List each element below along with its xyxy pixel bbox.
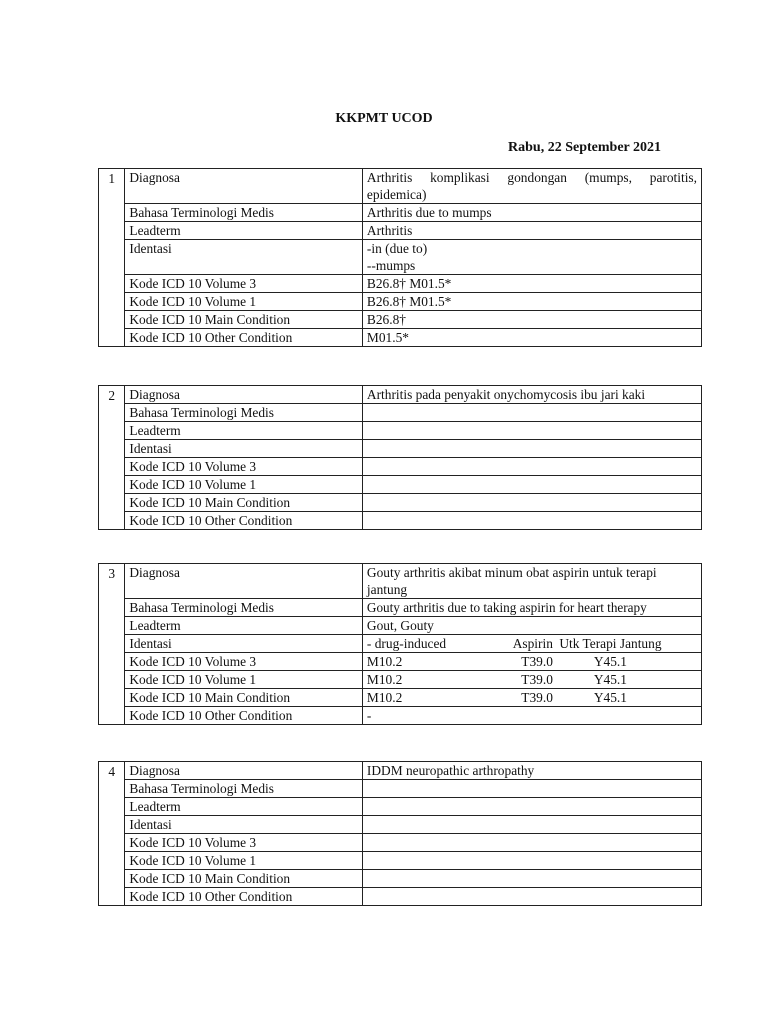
row-label-main-condition: Kode ICD 10 Main Condition (125, 689, 363, 707)
main-condition-value: B26.8† (362, 311, 701, 329)
volume1-value: B26.8† M01.5* (362, 293, 701, 311)
table-row (99, 404, 702, 422)
main-condition-value (362, 689, 701, 707)
table-row (99, 834, 702, 852)
table-row (99, 707, 702, 725)
table-row (99, 762, 702, 780)
table-row (99, 204, 702, 222)
table-row (99, 689, 702, 707)
case-number: 1 (99, 169, 125, 347)
volume1-value (362, 671, 701, 689)
row-label-leadterm: Leadterm (125, 422, 363, 440)
row-label-diagnosa: Diagnosa (125, 169, 363, 204)
main-condition-value (362, 494, 701, 512)
volume3-value (362, 834, 701, 852)
volume3-value (362, 458, 701, 476)
table-row (99, 275, 702, 293)
other-condition-value: M01.5* (362, 329, 701, 347)
table-row (99, 798, 702, 816)
table-row (99, 494, 702, 512)
identasi-col-3: Utk Terapi Jantung (559, 636, 662, 651)
identasi-value (362, 240, 701, 275)
table-row (99, 671, 702, 689)
table-row (99, 240, 702, 275)
row-label-terminologi: Bahasa Terminologi Medis (125, 204, 363, 222)
row-label-leadterm: Leadterm (125, 222, 363, 240)
volume3-value (362, 653, 701, 671)
code-col-3: Y45.1 (593, 690, 627, 705)
case-table-4 (98, 761, 702, 906)
leadterm-value: Gout, Gouty (362, 617, 701, 635)
row-label-main-condition: Kode ICD 10 Main Condition (125, 494, 363, 512)
code-col-1: M10.2 (366, 654, 403, 669)
document-date: Rabu, 22 September 2021 (508, 140, 661, 155)
case-table-3 (98, 563, 702, 725)
other-condition-value: - (362, 707, 701, 725)
table-row (99, 222, 702, 240)
row-label-diagnosa: Diagnosa (125, 564, 363, 599)
terminologi-value: Gouty arthritis due to taking aspirin for heart therapy (362, 599, 701, 617)
table-row (99, 386, 702, 404)
table-row (99, 888, 702, 906)
table-row (99, 635, 702, 653)
table-row (99, 852, 702, 870)
table-row (99, 293, 702, 311)
table-row (99, 653, 702, 671)
document-title: KKPMT UCOD (335, 111, 433, 126)
row-label-volume1: Kode ICD 10 Volume 1 (125, 293, 363, 311)
code-col-3: Y45.1 (593, 654, 627, 669)
row-label-diagnosa: Diagnosa (125, 762, 363, 780)
table-row (99, 512, 702, 530)
row-label-volume1: Kode ICD 10 Volume 1 (125, 852, 363, 870)
code-col-2: T39.0 (521, 672, 553, 687)
case-number: 4 (99, 762, 125, 906)
identasi-value (362, 440, 701, 458)
row-label-identasi: Identasi (125, 240, 363, 275)
table-row (99, 564, 702, 599)
row-label-main-condition: Kode ICD 10 Main Condition (125, 311, 363, 329)
other-condition-value (362, 512, 701, 530)
case-number: 3 (99, 564, 125, 725)
identasi-line: --mumps (366, 258, 416, 273)
diagnosa-value: Arthritis komplikasi gondongan (mumps, parotitis, epidemica) (362, 169, 701, 204)
identasi-line: -in (due to) (366, 241, 428, 256)
table-row (99, 816, 702, 834)
code-col-1: M10.2 (366, 690, 403, 705)
identasi-col-2: Aspirin (512, 636, 553, 651)
identasi-col-1: - drug-induced (366, 636, 447, 651)
table-row (99, 422, 702, 440)
row-label-volume3: Kode ICD 10 Volume 3 (125, 653, 363, 671)
row-label-terminologi: Bahasa Terminologi Medis (125, 599, 363, 617)
code-col-1: M10.2 (366, 672, 403, 687)
row-label-volume1: Kode ICD 10 Volume 1 (125, 476, 363, 494)
row-label-leadterm: Leadterm (125, 798, 363, 816)
identasi-value (362, 816, 701, 834)
main-condition-value (362, 870, 701, 888)
row-label-terminologi: Bahasa Terminologi Medis (125, 404, 363, 422)
row-label-volume1: Kode ICD 10 Volume 1 (125, 671, 363, 689)
terminologi-value (362, 404, 701, 422)
table-row (99, 476, 702, 494)
other-condition-value (362, 888, 701, 906)
table-row (99, 599, 702, 617)
code-col-2: T39.0 (521, 690, 553, 705)
table-row (99, 440, 702, 458)
table-row (99, 169, 702, 204)
volume1-value (362, 476, 701, 494)
case-number: 2 (99, 386, 125, 530)
row-label-volume3: Kode ICD 10 Volume 3 (125, 834, 363, 852)
case-table-1 (98, 168, 702, 347)
row-label-main-condition: Kode ICD 10 Main Condition (125, 870, 363, 888)
row-label-volume3: Kode ICD 10 Volume 3 (125, 275, 363, 293)
row-label-other-condition: Kode ICD 10 Other Condition (125, 512, 363, 530)
row-label-other-condition: Kode ICD 10 Other Condition (125, 329, 363, 347)
table-row (99, 870, 702, 888)
leadterm-value (362, 798, 701, 816)
row-label-terminologi: Bahasa Terminologi Medis (125, 780, 363, 798)
code-col-2: T39.0 (521, 654, 553, 669)
diagnosa-value: IDDM neuropathic arthropathy (362, 762, 701, 780)
table-row (99, 458, 702, 476)
table-row (99, 329, 702, 347)
row-label-identasi: Identasi (125, 440, 363, 458)
terminologi-value: Arthritis due to mumps (362, 204, 701, 222)
row-label-volume3: Kode ICD 10 Volume 3 (125, 458, 363, 476)
row-label-identasi: Identasi (125, 635, 363, 653)
volume1-value (362, 852, 701, 870)
leadterm-value: Arthritis (362, 222, 701, 240)
row-label-leadterm: Leadterm (125, 617, 363, 635)
code-col-3: Y45.1 (593, 672, 627, 687)
diagnosa-value: Arthritis pada penyakit onychomycosis ibu jari kaki (362, 386, 701, 404)
terminologi-value (362, 780, 701, 798)
diagnosa-value: Gouty arthritis akibat minum obat aspirin untuk terapi jantung (362, 564, 701, 599)
table-row (99, 780, 702, 798)
row-label-identasi: Identasi (125, 816, 363, 834)
case-table-2 (98, 385, 702, 530)
table-row (99, 311, 702, 329)
row-label-other-condition: Kode ICD 10 Other Condition (125, 888, 363, 906)
table-row (99, 617, 702, 635)
identasi-value (362, 635, 701, 653)
row-label-diagnosa: Diagnosa (125, 386, 363, 404)
volume3-value: B26.8† M01.5* (362, 275, 701, 293)
leadterm-value (362, 422, 701, 440)
row-label-other-condition: Kode ICD 10 Other Condition (125, 707, 363, 725)
